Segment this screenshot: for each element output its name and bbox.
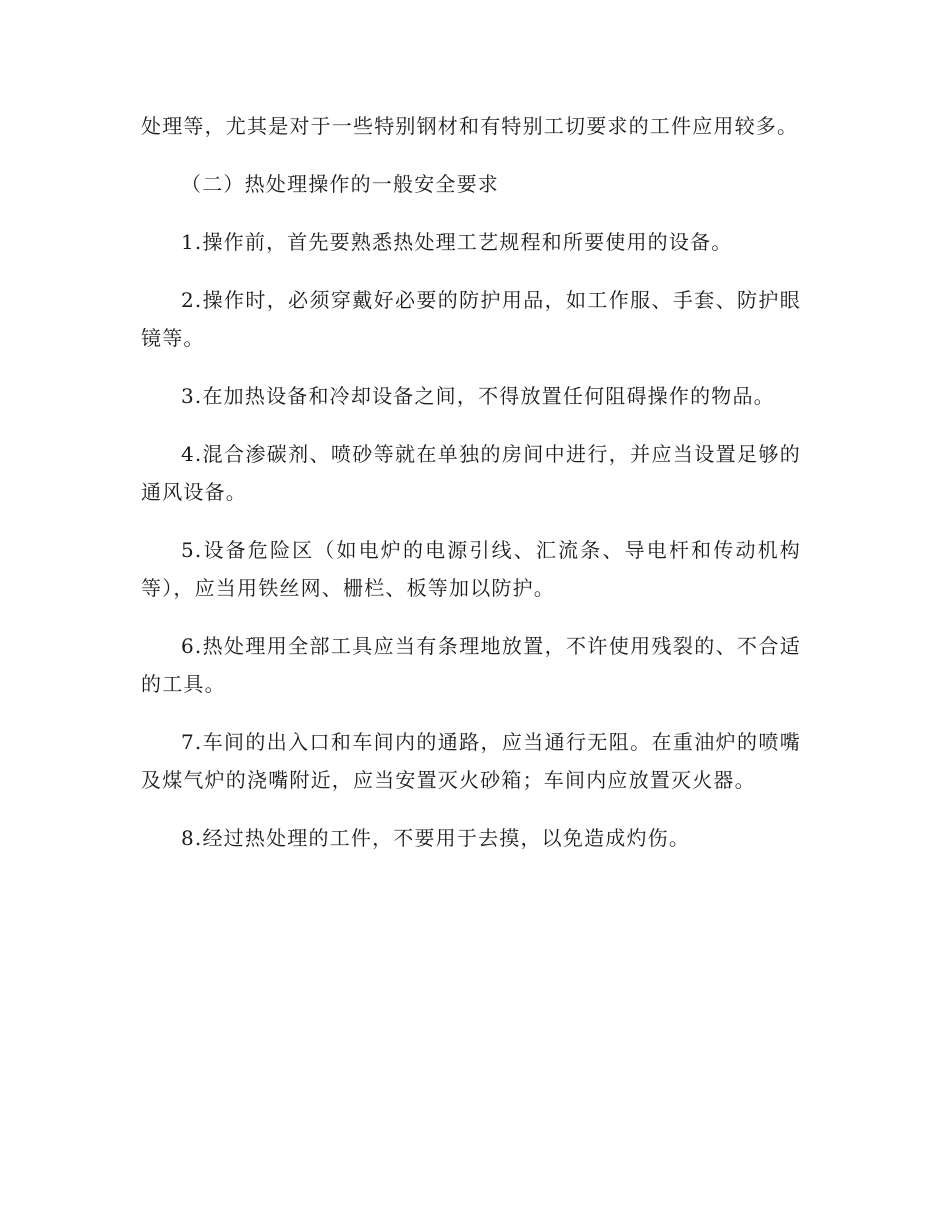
- document-body: [141, 107, 801, 877]
- list-item-2: 2.操作时，必须穿戴好必要的防护用品，如工作服、手套、防护眼镜等。: [141, 288, 801, 350]
- list-item-4: 4.混合渗碳剂、喷砂等就在单独的房间中进行，并应当设置足够的通风设备。: [141, 442, 801, 504]
- list-item-6: 6.热处理用全部工具应当有条理地放置，不许使用残裂的、不合适的工具。: [141, 634, 801, 696]
- paragraph-continuation: 处理等，尤其是对于一些特别钢材和有特别工切要求的工件应用较多。: [141, 114, 799, 138]
- list-item-1: 1.操作前，首先要熟悉热处理工艺规程和所要使用的设备。: [181, 230, 733, 254]
- list-item-5: 5.设备危险区（如电炉的电源引线、汇流条、导电杆和传动机构等），应当用铁丝网、栅栏、板等加以防护。: [141, 538, 801, 600]
- section-heading: （二）热处理操作的一般安全要求: [181, 172, 499, 196]
- list-item-7: 7.车间的出入口和车间内的通路，应当通行无阻。在重油炉的喷嘴及煤气炉的浇嘴附近，应当安置灭火砂箱；车间内应放置灭火器。: [141, 730, 801, 792]
- list-item-8: 8.经过热处理的工件，不要用于去摸，以免造成灼伤。: [181, 826, 691, 850]
- list-item-3: 3.在加热设备和冷却设备之间，不得放置任何阻碍操作的物品。: [181, 384, 775, 408]
